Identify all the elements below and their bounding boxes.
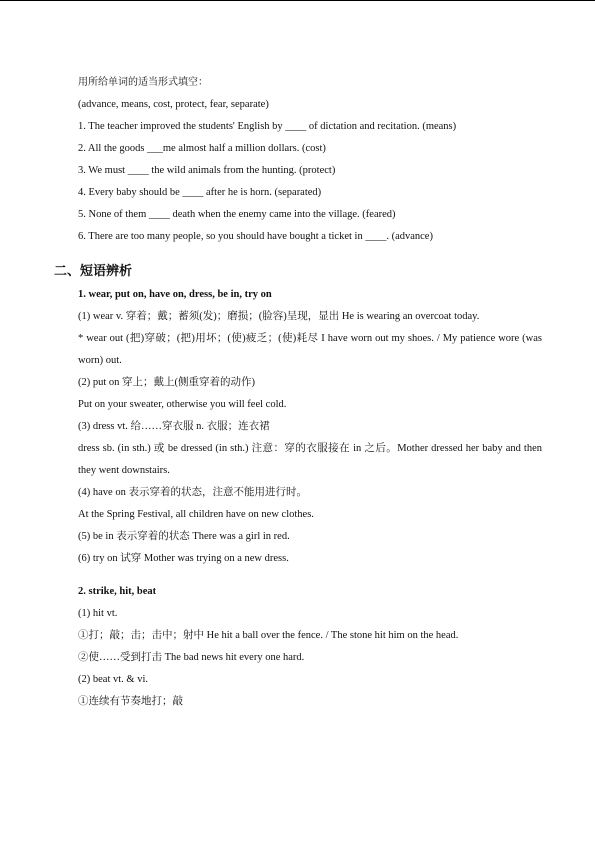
exercise-item-3: 3. We must ____ the wild animals from the hunting. (protect) (78, 165, 336, 176)
group-1-line-10: (6) try on 试穿 Mother was trying on a new dress. (78, 553, 289, 564)
group-2-line-4: (2) beat vt. & vi. (78, 674, 148, 685)
exercise-block (54, 72, 542, 248)
exercise-item-1: 1. The teacher improved the students' English by ____ of dictation and recitation. (means) (78, 121, 457, 132)
group-1-line-3: (2) put on 穿上；戴上(侧重穿着的动作) (78, 377, 256, 388)
phrase-group-2 (54, 581, 542, 713)
group-1-line-8: At the Spring Festival, all children have on new clothes. (78, 509, 314, 520)
group-1-line-1: (1) wear v. 穿着；戴；蓄须(发)；磨损；(脸容)呈现，显出 He is wearing an overcoat today. (78, 311, 480, 322)
group-1-line-6: dress sb. (in sth.) 或 be dressed (in sth.) 注意：穿的衣服接在 in 之后。Mother dressed her baby and then they went downstairs. (78, 443, 542, 476)
group-1-line-4: Put on your sweater, otherwise you will feel cold. (78, 399, 287, 410)
group-1-line-9: (5) be in 表示穿着的状态 There was a girl in red. (78, 531, 290, 542)
phrase-group-1 (54, 284, 542, 570)
section-2-title: 二、短语辨析 (54, 264, 133, 279)
group-2-line-2: ①打；敲；击；击中；射中 He hit a ball over the fence. / The stone hit him on the head. (78, 630, 459, 641)
exercise-item-2: 2. All the goods ___me almost half a million dollars. (cost) (78, 143, 326, 154)
group-1-line-2: * wear out (把)穿破；(把)用坏；(使)疲乏；(使)耗尽 I have worn out my shoes. / My patience wore (was worn) out. (78, 333, 542, 366)
group-2-line-5: ①连续有节奏地打；敲 (78, 696, 183, 707)
exercise-instruction: 用所给单词的适当形式填空： (78, 77, 208, 88)
group-2-line-3: ②使……受到打击 The bad news hit every one hard. (78, 652, 305, 663)
group-2-line-1: (1) hit vt. (78, 608, 118, 619)
group-1-line-5: (3) dress vt. 给……穿衣服 n. 衣服；连衣裙 (78, 421, 270, 432)
group-2-title: 2. strike, hit, beat (78, 586, 157, 597)
group-1-title: 1. wear, put on, have on, dress, be in, try on (78, 289, 272, 300)
exercise-item-5: 5. None of them ____ death when the enemy came into the village. (feared) (78, 209, 396, 220)
exercise-item-6: 6. There are too many people, so you should have bought a ticket in ____. (advance) (78, 231, 433, 242)
exercise-item-4: 4. Every baby should be ____ after he is horn. (separated) (78, 187, 322, 198)
page-top-rule (0, 0, 595, 1)
exercise-word-bank: (advance, means, cost, protect, fear, separate) (78, 99, 269, 110)
document-page (54, 72, 542, 713)
group-1-line-7: (4) have on 表示穿着的状态，注意不能用进行时。 (78, 487, 307, 498)
group-spacer (54, 570, 542, 581)
